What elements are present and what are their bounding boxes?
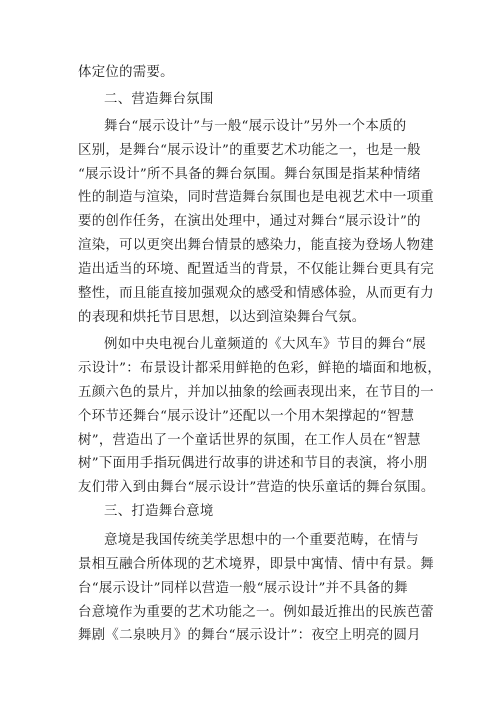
paragraph-line: 造出适当的环境、配置适当的背景，不仅能让舞台更具有完 — [78, 262, 434, 277]
paragraph-line: 要的创作任务，在演出处理中，通过对舞台“展示设计”的 — [78, 214, 421, 229]
section-heading: 二、营造舞台氛围 — [104, 92, 214, 107]
paragraph-line: 树”，营造出了一个童话世界的氛围，在工作人员在“智慧 — [78, 433, 421, 448]
paragraph-line: 台“展示设计”同样以营造一般“展示设计”并不具备的舞 — [78, 581, 408, 596]
paragraph-line: 例如中央电视台儿童频道的《大风车》节目的舞台“展 — [104, 337, 427, 352]
paragraph-line: “展示设计”所不具备的舞台氛围。舞台氛围是指某种情绪 — [78, 167, 421, 182]
paragraph-line: 台意境作为重要的艺术功能之一。例如最近推出的民族芭蕾 — [78, 605, 434, 620]
paragraph-line: 意境是我国传统美学思想中的一个重要范畴，在情与 — [104, 533, 419, 548]
paragraph-line: 树”下面用手指玩偶进行故事的讲述和节目的表演，将小朋 — [78, 456, 428, 471]
paragraph-line: 整性，而且能直接加强观众的感受和情感体验，从而更有力 — [78, 286, 434, 301]
paragraph-line: 舞剧《二泉映月》的舞台“展示设计”：夜空上明亮的圆月 — [78, 628, 421, 643]
paragraph-line: 示设计”：布景设计都采用鲜艳的色彩，鲜艳的墙面和地板， — [78, 361, 442, 376]
paragraph-line: 区别，是舞台“展示设计”的重要艺术功能之一，也是一般 — [78, 143, 421, 158]
paragraph-line: 个环节还舞台“展示设计”还配以一个用木架撑起的“智慧 — [78, 409, 415, 424]
paragraph-line: 景相互融合所体现的艺术境界，即景中寓情、情中有景。舞 — [78, 557, 434, 572]
paragraph-line: 体定位的需要。 — [78, 65, 174, 80]
paragraph-line: 五颜六色的景片，并加以抽象的绘画表现出来，在节目的一 — [78, 385, 434, 400]
paragraph-line: 舞台“展示设计”与一般“展示设计”另外一个本质的 — [104, 119, 407, 134]
paragraph-line: 友们带入到由舞台“展示设计”营造的快乐童话的舞台氛围。 — [78, 480, 435, 495]
paragraph-line: 渲染，可以更突出舞台情景的感染力，能直接为登场人物建 — [78, 238, 434, 253]
paragraph-line: 性的制造与渲染，同时营造舞台氛围也是电视艺术中一项重 — [78, 190, 434, 205]
section-heading: 三、打造舞台意境 — [104, 504, 214, 519]
paragraph-line: 的表现和烘托节目思想，以达到渲染舞台气氛。 — [78, 310, 366, 325]
